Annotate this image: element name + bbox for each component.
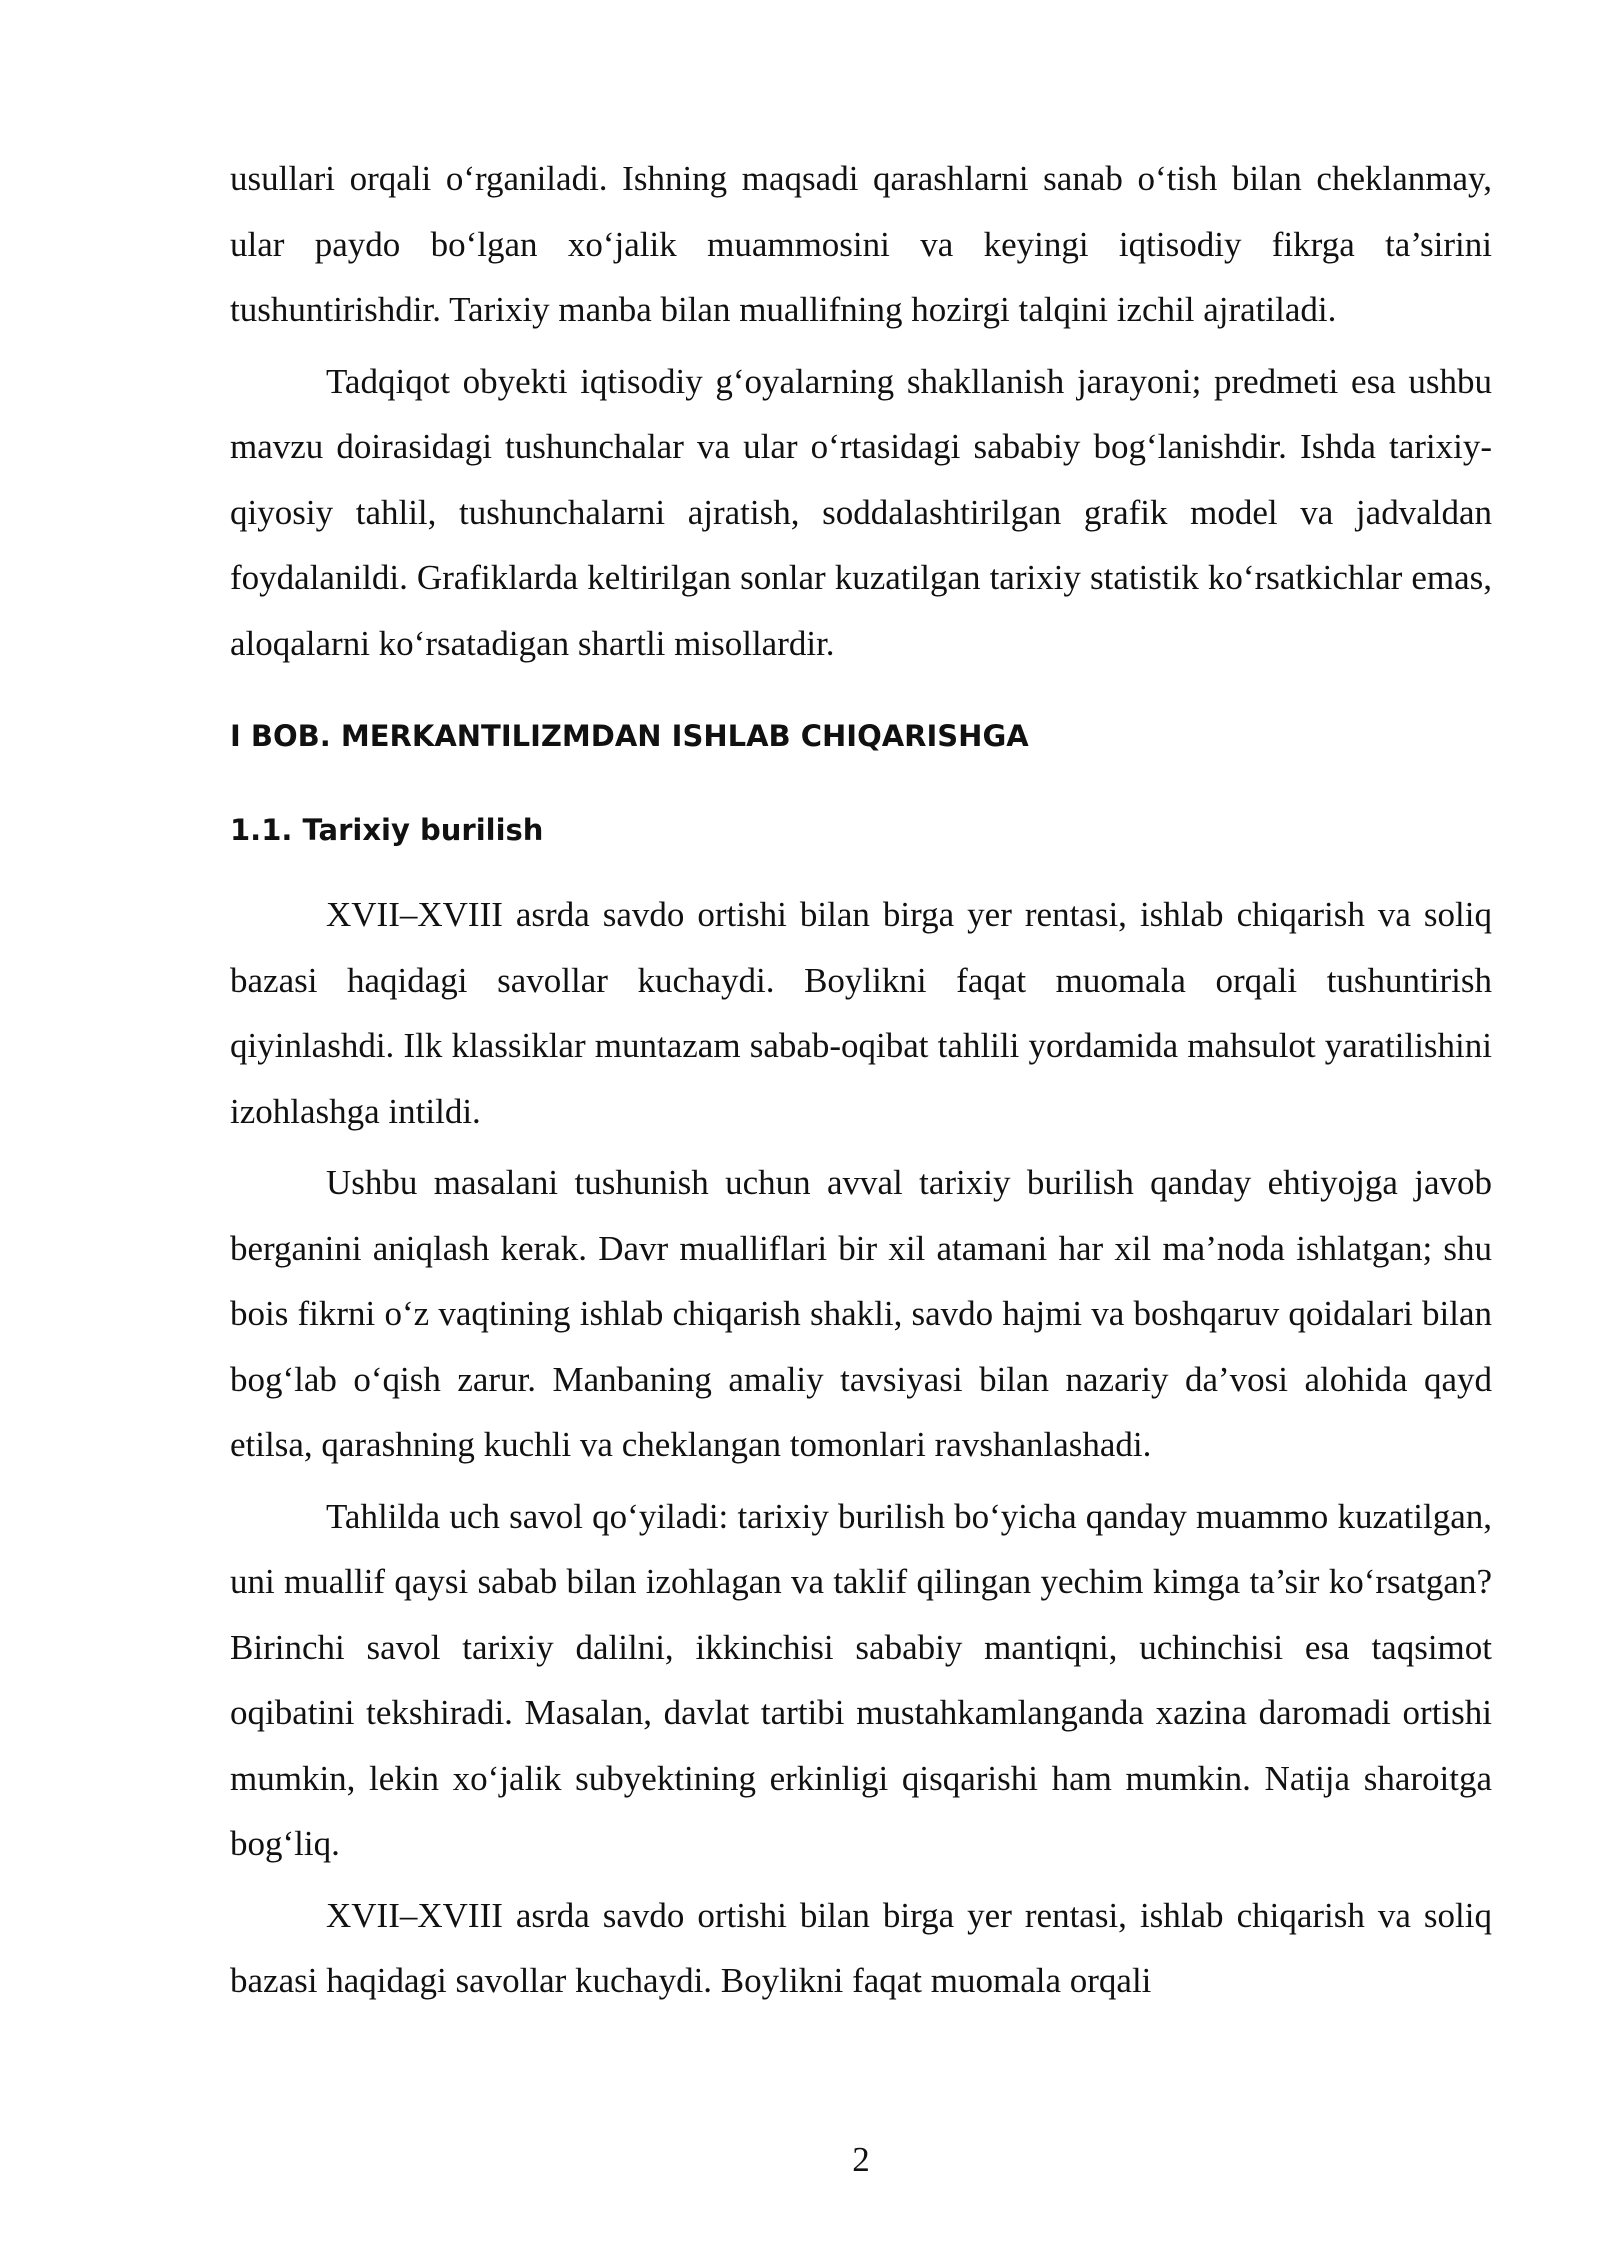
- section-heading: 1.1. Tarixiy burilish: [230, 813, 544, 847]
- page-content: [230, 146, 1492, 2020]
- body-paragraph: XVII–XVIII asrda savdo ortishi bilan birga yer rentasi, ishlab chiqarish va soliq bazasi haqidagi savollar kuchaydi. Boylikni faqat muomala orqali tushuntirish qiyinlashdi. Ilk klassiklar muntazam sabab-oqibat tahlili yordamida mahsulot yaratilishini izohlashga intildi.: [230, 895, 1492, 1131]
- body-paragraph: usullari orqali o‘rganiladi. Ishning maqsadi qarashlarni sanab o‘tish bilan cheklanmay, ular paydo bo‘lgan xo‘jalik muammosini va keyingi iqtisodiy fikrga ta’sirini tushuntirishdir. Tarixiy manba bilan muallifning hozirgi talqini izchil ajratiladi.: [230, 159, 1492, 329]
- body-paragraph: Ushbu masalani tushunish uchun avval tarixiy burilish qanday ehtiyojga javob berganini aniqlash kerak. Davr mualliflari bir xil atamani har xil ma’noda ishlatgan; shu bois fikrni o‘z vaqtining ishlab chiqarish shakli, savdo hajmi va boshqaruv qoidalari bilan bog‘lab o‘qish zarur. Manbaning amaliy tavsiyasi bilan nazariy da’vosi alohida qayd etilsa, qarashning kuchli va cheklangan tomonlari ravshanlashadi.: [230, 1163, 1492, 1464]
- page-number: 2: [852, 2140, 870, 2179]
- body-paragraph: Tahlilda uch savol qo‘yiladi: tarixiy burilish bo‘yicha qanday muammo kuzatilgan, uni muallif qaysi sabab bilan izohlagan va taklif qilingan yechim kimga ta’sir ko‘rsatgan? Birinchi savol tarixiy dalilni, ikkinchisi sababiy mantiqni, uchinchisi esa taqsimot oqibatini tekshiradi. Masalan, davlat tartibi mustahkamlanganda xazina daromadi ortishi mumkin, lekin xo‘jalik subyektining erkinligi qisqarishi ham mumkin. Natija sharoitga bog‘liq.: [230, 1496, 1492, 1863]
- body-paragraph: XVII–XVIII asrda savdo ortishi bilan birga yer rentasi, ishlab chiqarish va soliq bazasi haqidagi savollar kuchaydi. Boylikni faqat muomala orqali: [230, 1895, 1492, 2000]
- chapter-heading: I BOB. MERKANTILIZMDAN ISHLAB CHIQARISHGA: [230, 719, 1029, 753]
- body-paragraph: Tadqiqot obyekti iqtisodiy g‘oyalarning shakllanish jarayoni; predmeti esa ushbu mavzu doirasidagi tushunchalar va ular o‘rtasidagi sababiy bog‘lanishdir. Ishda tarixiy-qiyosiy tahlil, tushunchalarni ajratish, soddalashtirilgan grafik model va jadvaldan foydalanildi. Grafiklarda keltirilgan sonlar kuzatilgan tarixiy statistik ko‘rsatkichlar emas, aloqalarni ko‘rsatadigan shartli misollardir.: [230, 361, 1492, 663]
